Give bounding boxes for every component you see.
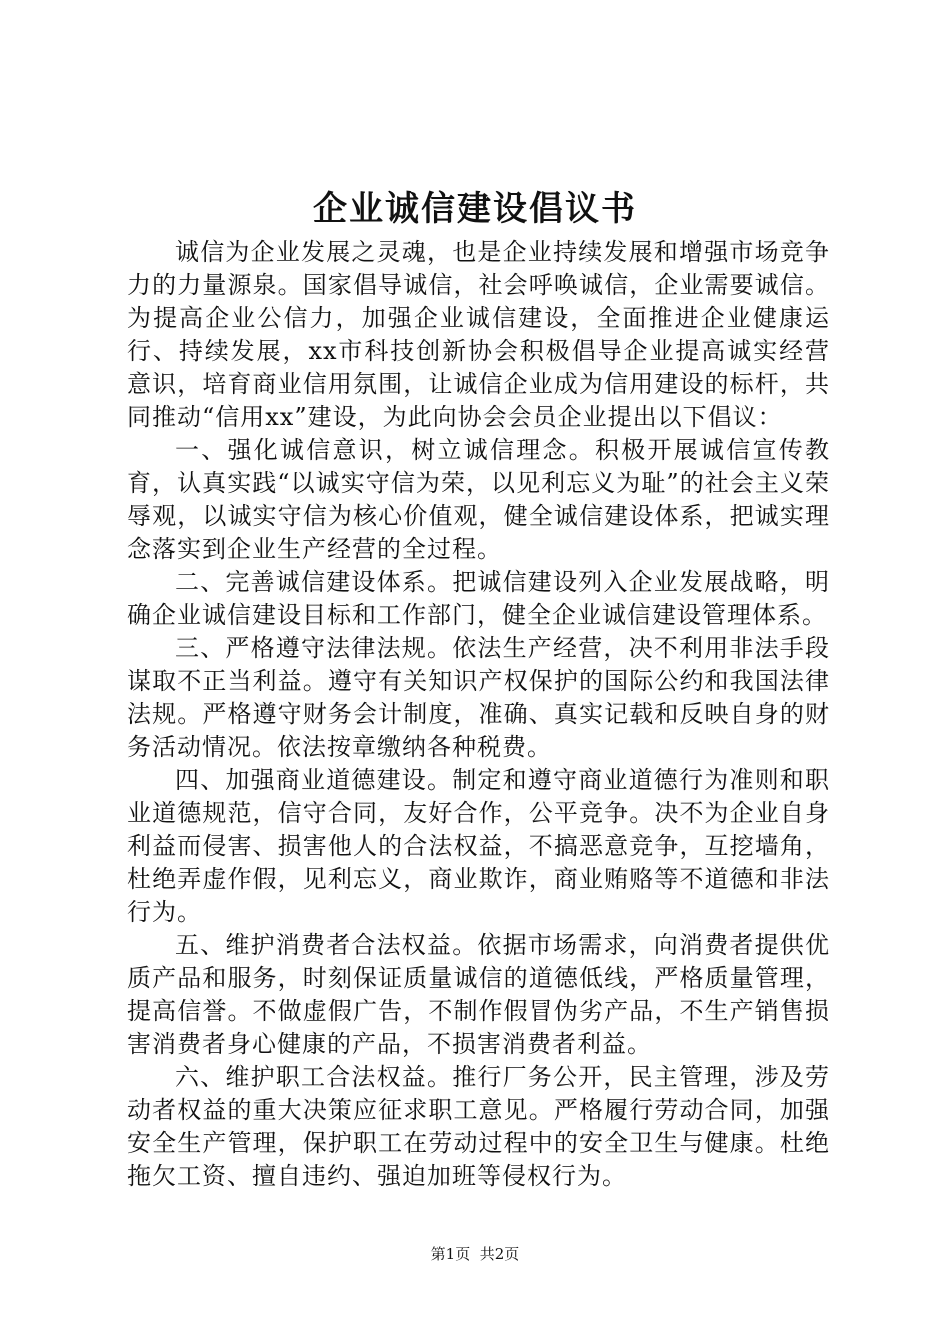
paragraph-item-6: 六、维护职工合法权益。推行厂务公开，民主管理，涉及劳动者权益的重大决策应征求职工意见。严格履行劳动合同，加强安全生产管理，保护职工在劳动过程中的安全卫生与健康。杜绝拖欠工资、擅自违约、强迫加班等侵权行为。	[127, 1063, 830, 1190]
paragraph-intro: 诚信为企业发展之灵魂，也是企业持续发展和增强市场竞争力的力量源泉。国家倡导诚信，社会呼唤诚信，企业需要诚信。为提高企业公信力，加强企业诚信建设，全面推进企业健康运行、持续发展，xx市科技创新协会积极倡导企业提高诚实经营意识，培育商业信用氛围，让诚信企业成为信用建设的标杆，共同推动“信用xx”建设，为此向协会会员企业提出以下倡议：	[127, 238, 830, 431]
page-number: 第1页	[430, 1245, 471, 1263]
paragraph-item-4: 四、加强商业道德建设。制定和遵守商业道德行为准则和职业道德规范，信守合同，友好合作，公平竞争。决不为企业自身利益而侵害、损害他人的合法权益，不搞恶意竞争，互挖墙角，杜绝弄虚作假，见利忘义，商业欺诈，商业贿赂等不道德和非法行为。	[127, 766, 830, 926]
page-footer	[0, 1244, 950, 1264]
page-total: 共2页	[479, 1245, 520, 1263]
paragraph-item-1: 一、强化诚信意识，树立诚信理念。积极开展诚信宣传教育，认真实践“以诚实守信为荣，以见利忘义为耻”的社会主义荣辱观，以诚实守信为核心价值观，健全诚信建设体系，把诚实理念落实到企业生产经营的全过程。	[127, 436, 830, 563]
paragraph-item-3: 三、严格遵守法律法规。依法生产经营，决不利用非法手段谋取不正当利益。遵守有关知识产权保护的国际公约和我国法律法规。严格遵守财务会计制度，准确、真实记载和反映自身的财务活动情况。依法按章缴纳各种税费。	[127, 634, 830, 761]
document-title: 企业诚信建设倡议书	[313, 189, 637, 229]
paragraph-item-5: 五、维护消费者合法权益。依据市场需求，向消费者提供优质产品和服务，时刻保证质量诚信的道德低线，严格质量管理，提高信誉。不做虚假广告，不制作假冒伪劣产品，不生产销售损害消费者身心健康的产品，不损害消费者利益。	[127, 931, 830, 1058]
paragraph-item-2: 二、完善诚信建设体系。把诚信建设列入企业发展战略，明确企业诚信建设目标和工作部门，健全企业诚信建设管理体系。	[127, 568, 830, 629]
document-body	[127, 236, 830, 1193]
